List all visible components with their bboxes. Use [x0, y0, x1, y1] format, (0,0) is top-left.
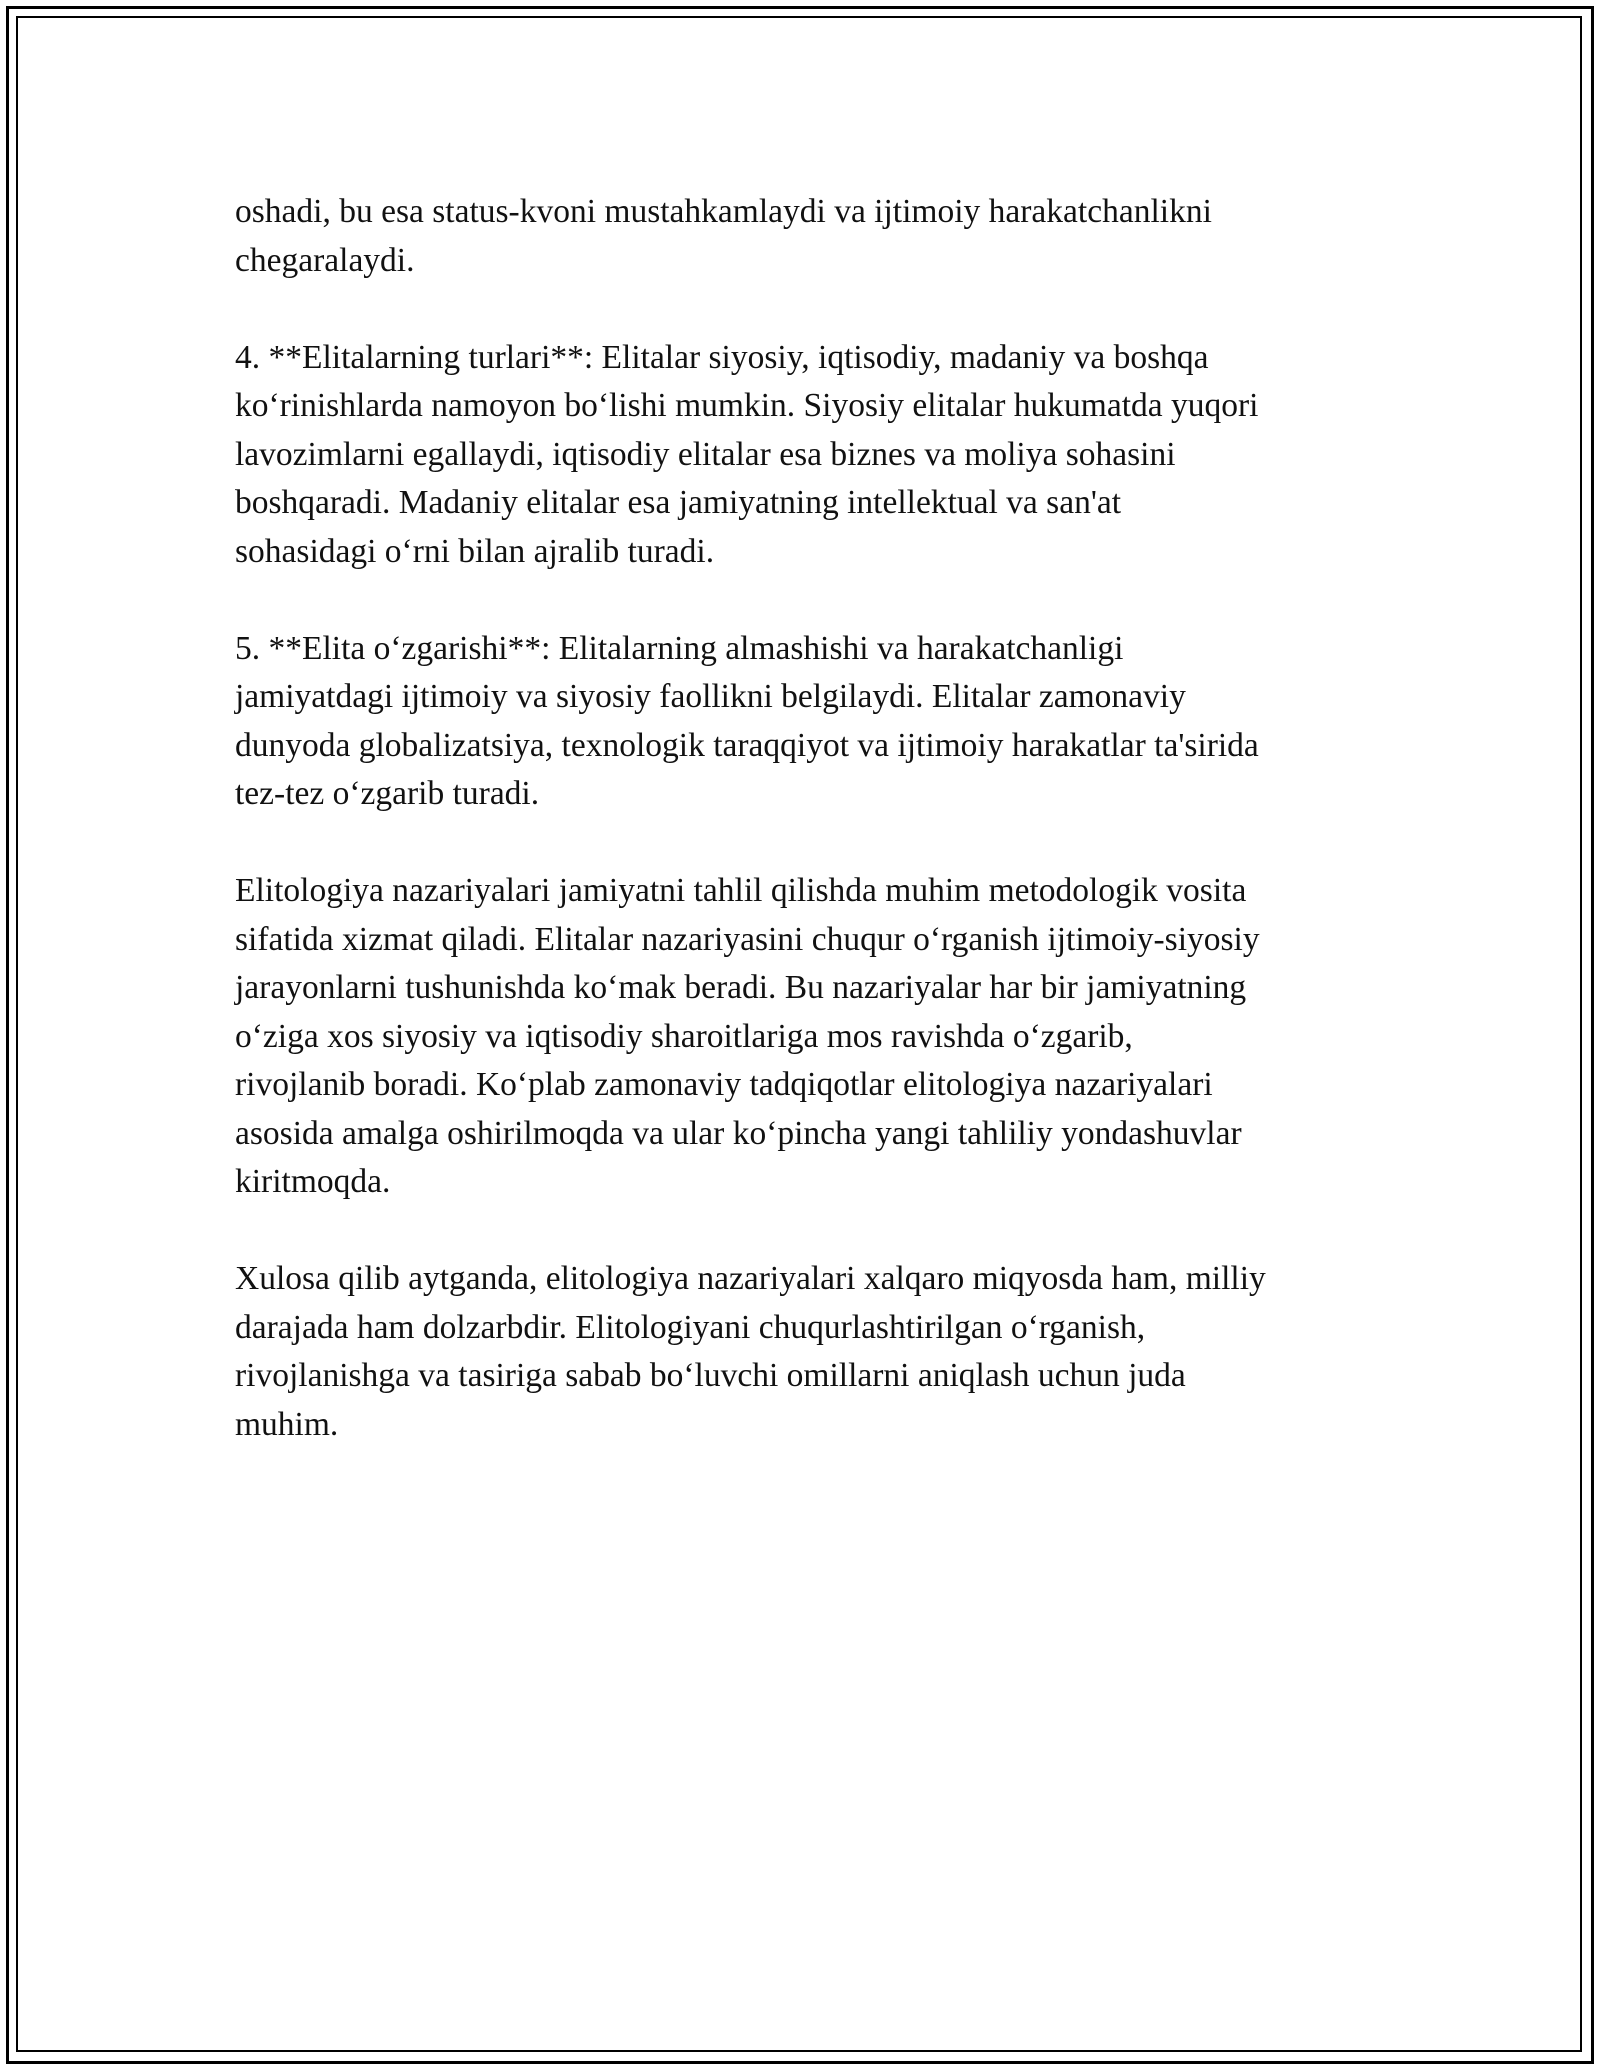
- paragraph-elitology-theories: Elitologiya nazariyalari jamiyatni tahlil qilishda muhim metodologik vosita sifatida xizmat qiladi. Elitalar nazariyasini chuqur oʻrganish ijtimoiy-siyosiy jarayonlarni tushunishda koʻmak beradi. Bu nazariyalar har bir jamiyatning oʻziga xos siyosiy va iqtisodiy sharoitlariga mos ravishda oʻzgarib, rivojlanib boradi. Koʻplab zamonaviy tadqiqotlar elitologiya nazariyalari asosida amalga oshirilmoqda va ular koʻpincha yangi tahliliy yondashuvlar kiritmoqda.: [235, 872, 1260, 1200]
- paragraph-elite-types: 4. **Elitalarning turlari**: Elitalar siyosiy, iqtisodiy, madaniy va boshqa koʻrinishlarda namoyon boʻlishi mumkin. Siyosiy elitalar hukumatda yuqori lavozimlarni egallaydi, iqtisodiy elitalar esa biznes va moliya sohasini boshqaradi. Madaniy elitalar esa jamiyatning intellektual va san'at sohasidagi oʻrni bilan ajralib turadi.: [235, 338, 1259, 570]
- paragraph-elite-change: 5. **Elita oʻzgarishi**: Elitalarning almashishi va harakatchanligi jamiyatdagi ijtimoiy va siyosiy faollikni belgilaydi. Elitalar zamonaviy dunyoda globalizatsiya, texnologik taraqqiyot va ijtimoiy harakatlar ta'sirida tez-tez oʻzgarib turadi.: [235, 629, 1259, 812]
- paragraph-status-quo-continuation: oshadi, bu esa status-kvoni mustahkamlaydi va ijtimoiy harakatchanlikni chegaralaydi.: [235, 193, 1212, 279]
- document-body: [235, 188, 1375, 1498]
- paragraph-conclusion: Xulosa qilib aytganda, elitologiya nazariyalari xalqaro miqyosda ham, milliy darajada ham dolzarbdir. Elitologiyani chuqurlashtirilgan oʻrganish, rivojlanishga va tasiriga sabab boʻluvchi omillarni aniqlash uchun juda muhim.: [235, 1260, 1266, 1443]
